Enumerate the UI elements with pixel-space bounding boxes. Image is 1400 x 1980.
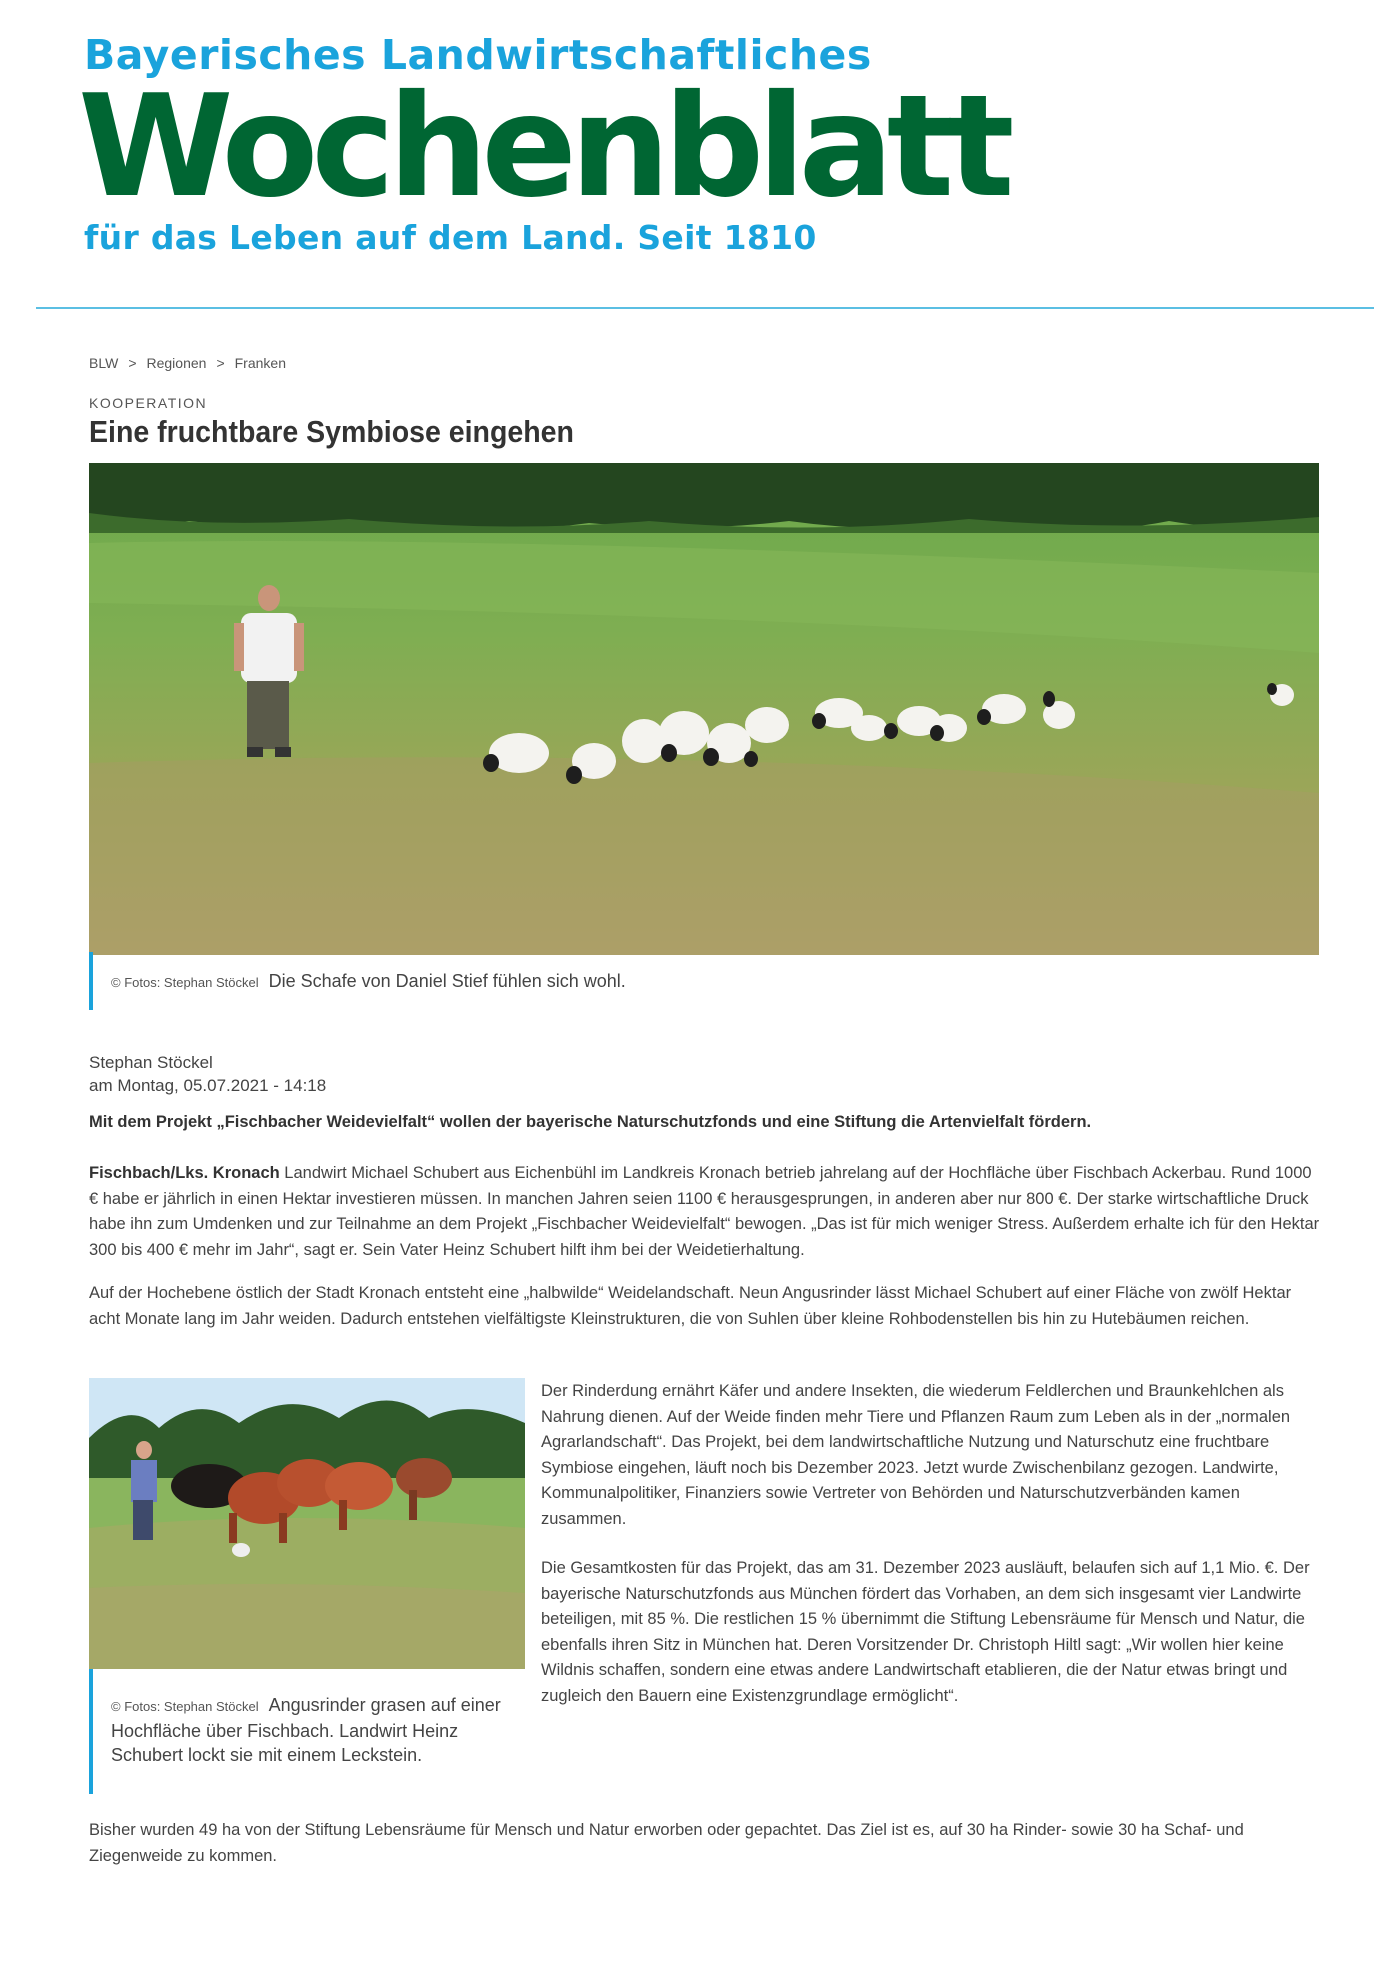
breadcrumb-item-blw[interactable]: BLW [89, 355, 119, 371]
article-paragraph-1 [89, 1161, 1321, 1263]
photo-credit: © Fotos: Stephan Stöckel [111, 975, 259, 990]
article-paragraph-4: Die Gesamtkosten für das Projekt, das am 31. Dezember 2023 ausläuft, belaufen sich auf 1,1 Mio. €. Der bayerische Naturschutzfonds aus München fördert das Vorhaben, an dem sich insgesamt vier Landwirte beteiligen, mit 85 %. Die restlichen 15 % übernimmt die Stiftung Lebensräume für Mensch und Natur, die ebenfalls ihren Sitz in München hat. Deren Vorsitzender Dr. Christoph Hiltl sagt: „Wir wollen hier keine Wildnis schaffen, sondern eine etwas andere Landwirtschaft etablieren, die der Natur etwas bringt und zugleich den Bauern eine Existenzgrundlage ermöglicht“. [541, 1559, 1310, 1705]
breadcrumb-separator: > [216, 355, 225, 371]
caption-text: Die Schafe von Daniel Stief fühlen sich wohl. [268, 971, 626, 991]
breadcrumb-item-regionen[interactable]: Regionen [146, 355, 207, 371]
photo-credit: © Fotos: Stephan Stöckel [111, 1699, 259, 1714]
author-name[interactable]: Stephan Stöckel [89, 1053, 213, 1072]
hero-photo-caption [89, 952, 1319, 1010]
article-kicker: KOOPERATION [89, 395, 208, 411]
photo-cattle [89, 1378, 525, 1669]
caption-text: Angusrinder grasen auf einer Hochfläche über Fischbach. Landwirt Heinz Schubert lockt sie mit einem Leckstein. [111, 1695, 501, 1765]
breadcrumb [89, 355, 286, 371]
article-meta [89, 1051, 326, 1097]
breadcrumb-item-franken[interactable]: Franken [234, 355, 286, 371]
article-paragraph-5: Bisher wurden 49 ha von der Stiftung Lebensräume für Mensch und Natur erworben oder gepachtet. Das Ziel ist es, auf 30 ha Rinder- sowie 30 ha Schaf- und Ziegenweide zu kommen. [89, 1821, 1244, 1865]
article-paragraph-2: Auf der Hochebene östlich der Stadt Kronach entsteht eine „halbwilde“ Weidelandschaft. Neun Angusrinder lässt Michael Schubert auf einer Fläche von zwölf Hektar acht Monate lang im Jahr weiden. Dadurch entstehen vielfältigste Kleinstrukturen, die von Suhlen über kleine Rohbodenstellen bis hin zu Hutebäumen reichen. [89, 1284, 1292, 1328]
publish-date: am Montag, 05.07.2021 - 14:18 [89, 1076, 327, 1095]
breadcrumb-separator: > [128, 355, 137, 371]
masthead-line-1: Bayerisches Landwirtschaftliches [84, 31, 872, 79]
article-paragraph-3: Der Rinderdung ernährt Käfer und andere Insekten, die wiederum Feldlerchen und Braunkehlchen als Nahrung dienen. Auf der Weide finden mehr Tiere und Pflanzen Raum zum Leben als in der „normalen Agrarlandschaft“. Das Projekt, bei dem landwirtschaftliche Nutzung und Naturschutz eine fruchtbare Symbiose eingehen, läuft noch bis Dezember 2023. Jetzt wurde Zwischenbilanz gezogen. Landwirte, Kommunalpolitiker, Finanziers sowie Vertreter von Behörden und Naturschutzverbänden kamen zusammen. [541, 1382, 1291, 1528]
paragraph-1-text: Landwirt Michael Schubert aus Eichenbühl im Landkreis Kronach betrieb jahrelang auf der Hochfläche über Fischbach Ackerbau. Rund 1000 € habe er jährlich in einen Hektar investieren müssen. In manchen Jahren seien 1100 € herausgesprungen, in anderen aber nur 800 €. Der starke wirtschaftliche Druck habe ihn zum Umdenken und zur Teilnahme an dem Projekt „Fischbacher Weidevielfalt“ bewogen. „Das ist für mich weniger Stress. Außerdem erhalte ich für den Hektar 300 bis 400 € mehr im Jahr“, sagt er. Sein Vater Heinz Schubert hilft ihm bei der Weidetierhaltung. [89, 1164, 1320, 1259]
dateline: Fischbach/Lks. Kronach [89, 1164, 280, 1182]
masthead-logo: Wochenblatt [78, 65, 1008, 229]
page-title: Eine fruchtbare Symbiose eingehen [89, 414, 574, 449]
masthead-tagline: für das Leben auf dem Land. Seit 1810 [84, 218, 817, 257]
hero-photo-sheep [89, 463, 1319, 955]
masthead[interactable] [78, 30, 1144, 258]
article-lead: Mit dem Projekt „Fischbacher Weidevielfalt“ wollen der bayerische Naturschutzfonds und eine Stiftung die Artenvielfalt fördern. [89, 1113, 1092, 1131]
masthead-divider [36, 307, 1374, 309]
cattle-photo-caption [89, 1669, 525, 1794]
